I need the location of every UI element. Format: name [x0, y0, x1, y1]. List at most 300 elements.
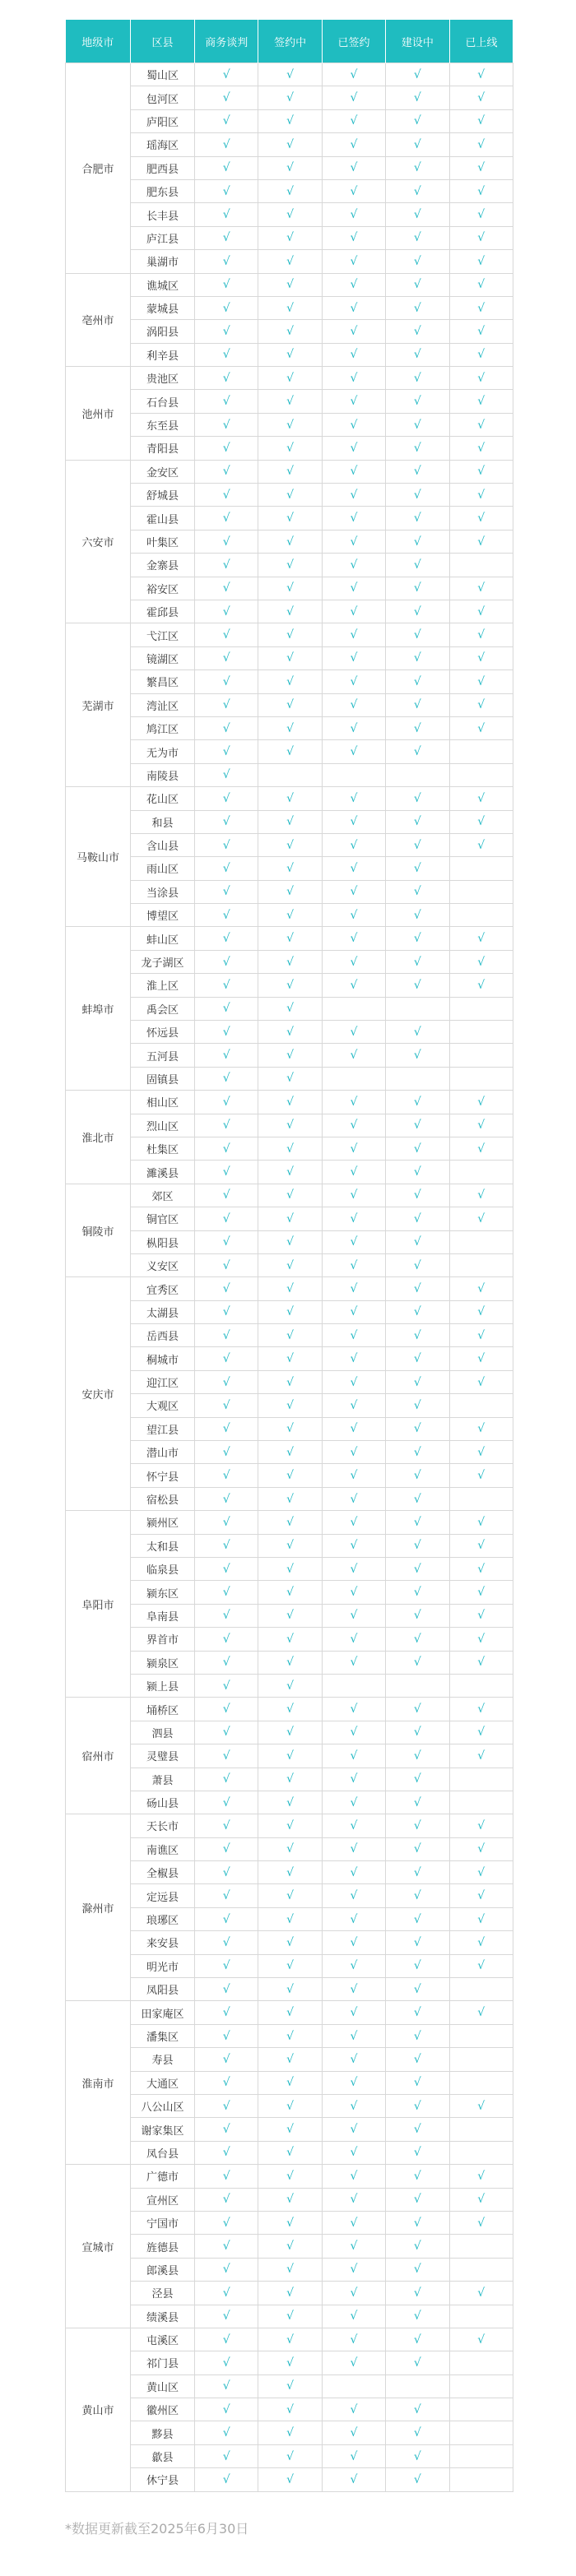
table-row	[66, 437, 513, 460]
district-cell: 颍州区	[131, 1511, 195, 1534]
construction-check-icon: √	[386, 904, 449, 927]
table-row	[66, 2211, 513, 2234]
signed-check-icon: √	[322, 1511, 385, 1534]
signing-check-icon: √	[258, 2211, 322, 2234]
signing-check-icon: √	[258, 974, 322, 997]
table-row	[66, 179, 513, 202]
online-check-icon: √	[449, 1604, 513, 1627]
district-cell: 宜秀区	[131, 1277, 195, 1300]
construction-check-icon: √	[386, 367, 449, 390]
signing-check-icon: √	[258, 2444, 322, 2467]
construction-check-icon: √	[386, 1651, 449, 1674]
signing-check-icon: √	[258, 646, 322, 669]
table-row	[66, 1370, 513, 1393]
table-row	[66, 763, 513, 786]
signed-check-icon: √	[322, 554, 385, 577]
negotiation-check-icon: √	[195, 273, 258, 296]
construction-empty-cell	[386, 1674, 449, 1697]
signed-empty-cell	[322, 763, 385, 786]
signing-check-icon: √	[258, 1861, 322, 1884]
district-cell: 黄山区	[131, 2374, 195, 2398]
negotiation-check-icon: √	[195, 179, 258, 202]
online-check-icon: √	[449, 974, 513, 997]
signed-check-icon: √	[322, 2328, 385, 2351]
signed-check-icon: √	[322, 1907, 385, 1930]
signing-check-icon: √	[258, 1931, 322, 1954]
district-cell: 霍邱县	[131, 600, 195, 623]
signing-check-icon: √	[258, 390, 322, 413]
online-check-icon: √	[449, 390, 513, 413]
signing-check-icon: √	[258, 460, 322, 483]
construction-check-icon: √	[386, 1464, 449, 1487]
signing-check-icon: √	[258, 1324, 322, 1347]
signed-check-icon: √	[322, 1534, 385, 1557]
construction-check-icon: √	[386, 1511, 449, 1534]
negotiation-check-icon: √	[195, 109, 258, 132]
construction-check-icon: √	[386, 296, 449, 319]
progress-table-container	[65, 20, 513, 2492]
table-row	[66, 2001, 513, 2024]
online-check-icon: √	[449, 413, 513, 436]
district-cell: 贵池区	[131, 367, 195, 390]
signing-check-icon: √	[258, 1114, 322, 1137]
table-row	[66, 2444, 513, 2467]
construction-check-icon: √	[386, 1628, 449, 1651]
construction-check-icon: √	[386, 250, 449, 273]
signed-check-icon: √	[322, 320, 385, 343]
district-cell: 砀山县	[131, 1791, 195, 1814]
table-row	[66, 2258, 513, 2281]
signing-check-icon: √	[258, 693, 322, 716]
district-cell: 凤阳县	[131, 1978, 195, 2001]
signed-check-icon: √	[322, 1441, 385, 1464]
district-cell: 望江县	[131, 1417, 195, 1440]
signed-check-icon: √	[322, 1931, 385, 1954]
signing-check-icon: √	[258, 1884, 322, 1907]
online-check-icon: √	[449, 1628, 513, 1651]
signed-check-icon: √	[322, 1604, 385, 1627]
construction-check-icon: √	[386, 226, 449, 249]
construction-check-icon: √	[386, 273, 449, 296]
construction-check-icon: √	[386, 810, 449, 833]
online-check-icon: √	[449, 1814, 513, 1837]
signing-check-icon: √	[258, 1184, 322, 1207]
table-row	[66, 2118, 513, 2141]
construction-check-icon: √	[386, 1581, 449, 1604]
signed-check-icon: √	[322, 950, 385, 973]
construction-check-icon: √	[386, 880, 449, 903]
table-row	[66, 577, 513, 600]
city-cell: 马鞍山市	[66, 787, 131, 927]
construction-check-icon: √	[386, 2235, 449, 2258]
online-check-icon: √	[449, 2328, 513, 2351]
signed-check-icon: √	[322, 86, 385, 109]
construction-empty-cell	[386, 2374, 449, 2398]
district-cell: 瑶海区	[131, 133, 195, 156]
signed-check-icon: √	[322, 63, 385, 86]
online-check-icon: √	[449, 367, 513, 390]
district-cell: 东至县	[131, 413, 195, 436]
online-empty-cell	[449, 1674, 513, 1697]
construction-check-icon: √	[386, 2118, 449, 2141]
negotiation-check-icon: √	[195, 1581, 258, 1604]
signed-check-icon: √	[322, 2165, 385, 2188]
signing-check-icon: √	[258, 2235, 322, 2258]
table-row	[66, 1230, 513, 1253]
construction-check-icon: √	[386, 1721, 449, 1744]
table-row	[66, 1721, 513, 1744]
signed-check-icon: √	[322, 1837, 385, 1860]
negotiation-check-icon: √	[195, 1067, 258, 1090]
construction-check-icon: √	[386, 1604, 449, 1627]
online-empty-cell	[449, 2305, 513, 2328]
district-cell: 祁门县	[131, 2351, 195, 2374]
table-row	[66, 390, 513, 413]
signed-check-icon: √	[322, 1978, 385, 2001]
table-row	[66, 1511, 513, 1534]
table-row	[66, 1581, 513, 1604]
signed-check-icon: √	[322, 577, 385, 600]
negotiation-check-icon: √	[195, 1511, 258, 1534]
online-check-icon: √	[449, 63, 513, 86]
table-row	[66, 2398, 513, 2421]
negotiation-check-icon: √	[195, 2421, 258, 2444]
signing-check-icon: √	[258, 1907, 322, 1930]
online-check-icon: √	[449, 833, 513, 856]
negotiation-check-icon: √	[195, 2094, 258, 2117]
signed-check-icon: √	[322, 1884, 385, 1907]
online-check-icon: √	[449, 600, 513, 623]
district-cell: 阜南县	[131, 1604, 195, 1627]
construction-check-icon: √	[386, 320, 449, 343]
district-cell: 雨山区	[131, 857, 195, 880]
district-cell: 长丰县	[131, 203, 195, 226]
district-cell: 定远县	[131, 1884, 195, 1907]
signing-check-icon: √	[258, 1721, 322, 1744]
negotiation-check-icon: √	[195, 1021, 258, 1044]
signing-check-icon: √	[258, 2001, 322, 2024]
online-check-icon: √	[449, 320, 513, 343]
signed-check-icon: √	[322, 927, 385, 950]
signed-check-icon: √	[322, 2094, 385, 2117]
negotiation-check-icon: √	[195, 86, 258, 109]
signed-check-icon: √	[322, 179, 385, 202]
negotiation-check-icon: √	[195, 1394, 258, 1417]
construction-check-icon: √	[386, 857, 449, 880]
construction-check-icon: √	[386, 1417, 449, 1440]
district-cell: 当涂县	[131, 880, 195, 903]
online-empty-cell	[449, 1978, 513, 2001]
negotiation-check-icon: √	[195, 1253, 258, 1276]
city-cell: 合肥市	[66, 63, 131, 274]
negotiation-check-icon: √	[195, 2282, 258, 2305]
city-cell: 淮南市	[66, 2001, 131, 2165]
signed-check-icon: √	[322, 1417, 385, 1440]
negotiation-check-icon: √	[195, 950, 258, 973]
signing-check-icon: √	[258, 179, 322, 202]
signing-check-icon: √	[258, 2374, 322, 2398]
district-cell: 颍泉区	[131, 1651, 195, 1674]
construction-check-icon: √	[386, 1791, 449, 1814]
signed-check-icon: √	[322, 203, 385, 226]
table-row	[66, 109, 513, 132]
online-check-icon: √	[449, 507, 513, 530]
online-check-icon: √	[449, 1417, 513, 1440]
signing-check-icon: √	[258, 530, 322, 553]
district-cell: 和县	[131, 810, 195, 833]
table-row	[66, 1091, 513, 1114]
header-district: 区县	[131, 20, 195, 63]
negotiation-check-icon: √	[195, 1744, 258, 1768]
signing-check-icon: √	[258, 2258, 322, 2281]
city-cell: 宿州市	[66, 1698, 131, 1814]
negotiation-check-icon: √	[195, 2048, 258, 2071]
online-check-icon: √	[449, 1370, 513, 1393]
signing-check-icon: √	[258, 2118, 322, 2141]
construction-check-icon: √	[386, 1300, 449, 1323]
signing-check-icon: √	[258, 1021, 322, 1044]
signing-check-icon: √	[258, 1464, 322, 1487]
construction-check-icon: √	[386, 670, 449, 693]
online-empty-cell	[449, 1161, 513, 1184]
construction-check-icon: √	[386, 2165, 449, 2188]
online-check-icon: √	[449, 1464, 513, 1487]
signing-check-icon: √	[258, 2141, 322, 2164]
district-cell: 镜湖区	[131, 646, 195, 669]
online-empty-cell	[449, 1487, 513, 1510]
signing-check-icon: √	[258, 1091, 322, 1114]
district-cell: 枞阳县	[131, 1230, 195, 1253]
negotiation-check-icon: √	[195, 927, 258, 950]
signing-check-icon: √	[258, 1394, 322, 1417]
table-row	[66, 133, 513, 156]
district-cell: 谢家集区	[131, 2118, 195, 2141]
table-row	[66, 740, 513, 763]
construction-check-icon: √	[386, 1253, 449, 1276]
online-check-icon: √	[449, 273, 513, 296]
negotiation-check-icon: √	[195, 343, 258, 366]
signed-check-icon: √	[322, 413, 385, 436]
construction-check-icon: √	[386, 460, 449, 483]
negotiation-check-icon: √	[195, 1674, 258, 1697]
online-check-icon: √	[449, 2211, 513, 2234]
district-cell: 绩溪县	[131, 2305, 195, 2328]
online-empty-cell	[449, 2048, 513, 2071]
table-row	[66, 670, 513, 693]
construction-check-icon: √	[386, 86, 449, 109]
signing-check-icon: √	[258, 1698, 322, 1721]
negotiation-check-icon: √	[195, 1837, 258, 1860]
district-cell: 烈山区	[131, 1114, 195, 1137]
district-cell: 旌德县	[131, 2235, 195, 2258]
table-row	[66, 2468, 513, 2491]
district-cell: 萧县	[131, 1768, 195, 1791]
signing-check-icon: √	[258, 273, 322, 296]
district-cell: 固镇县	[131, 1067, 195, 1090]
city-cell: 六安市	[66, 460, 131, 623]
table-row	[66, 1114, 513, 1137]
table-row	[66, 413, 513, 436]
signing-check-icon: √	[258, 670, 322, 693]
signed-check-icon: √	[322, 507, 385, 530]
negotiation-check-icon: √	[195, 1884, 258, 1907]
negotiation-check-icon: √	[195, 133, 258, 156]
signing-check-icon: √	[258, 833, 322, 856]
district-cell: 湾沚区	[131, 693, 195, 716]
construction-check-icon: √	[386, 1347, 449, 1370]
table-row	[66, 2024, 513, 2047]
district-cell: 霍山县	[131, 507, 195, 530]
negotiation-check-icon: √	[195, 1534, 258, 1557]
online-check-icon: √	[449, 1721, 513, 1744]
negotiation-check-icon: √	[195, 740, 258, 763]
table-row	[66, 1604, 513, 1627]
signed-check-icon: √	[322, 1628, 385, 1651]
signed-check-icon: √	[322, 1137, 385, 1160]
negotiation-check-icon: √	[195, 1300, 258, 1323]
district-cell: 岳西县	[131, 1324, 195, 1347]
signed-check-icon: √	[322, 1698, 385, 1721]
construction-check-icon: √	[386, 2444, 449, 2467]
signing-check-icon: √	[258, 2071, 322, 2094]
signing-check-icon: √	[258, 296, 322, 319]
table-row	[66, 1324, 513, 1347]
signed-check-icon: √	[322, 226, 385, 249]
construction-check-icon: √	[386, 437, 449, 460]
table-row	[66, 1300, 513, 1323]
construction-check-icon: √	[386, 2282, 449, 2305]
header-online: 已上线	[449, 20, 513, 63]
online-check-icon: √	[449, 250, 513, 273]
construction-check-icon: √	[386, 1394, 449, 1417]
district-cell: 金寨县	[131, 554, 195, 577]
signed-check-icon: √	[322, 1768, 385, 1791]
district-cell: 颍东区	[131, 1581, 195, 1604]
signing-check-icon: √	[258, 1347, 322, 1370]
signed-check-icon: √	[322, 1581, 385, 1604]
construction-check-icon: √	[386, 1137, 449, 1160]
table-row	[66, 1021, 513, 1044]
construction-check-icon: √	[386, 179, 449, 202]
district-cell: 太和县	[131, 1534, 195, 1557]
construction-check-icon: √	[386, 693, 449, 716]
signed-check-icon: √	[322, 484, 385, 507]
signing-check-icon: √	[258, 1744, 322, 1768]
district-cell: 南谯区	[131, 1837, 195, 1860]
online-check-icon: √	[449, 1884, 513, 1907]
online-empty-cell	[449, 740, 513, 763]
online-empty-cell	[449, 1044, 513, 1067]
signing-check-icon: √	[258, 1558, 322, 1581]
negotiation-check-icon: √	[195, 2351, 258, 2374]
signed-check-icon: √	[322, 2141, 385, 2164]
signed-check-icon: √	[322, 1277, 385, 1300]
online-check-icon: √	[449, 1861, 513, 1884]
table-row	[66, 1161, 513, 1184]
construction-check-icon: √	[386, 1861, 449, 1884]
negotiation-check-icon: √	[195, 646, 258, 669]
table-row	[66, 2421, 513, 2444]
signed-empty-cell	[322, 1674, 385, 1697]
construction-check-icon: √	[386, 623, 449, 646]
table-row	[66, 1441, 513, 1464]
construction-check-icon: √	[386, 2258, 449, 2281]
signed-check-icon: √	[322, 2421, 385, 2444]
online-empty-cell	[449, 857, 513, 880]
table-row	[66, 1651, 513, 1674]
city-cell: 铜陵市	[66, 1184, 131, 1277]
online-empty-cell	[449, 1791, 513, 1814]
district-cell: 埇桥区	[131, 1698, 195, 1721]
construction-check-icon: √	[386, 2305, 449, 2328]
negotiation-check-icon: √	[195, 1487, 258, 1510]
negotiation-check-icon: √	[195, 413, 258, 436]
online-check-icon: √	[449, 646, 513, 669]
online-empty-cell	[449, 2444, 513, 2467]
signing-check-icon: √	[258, 437, 322, 460]
construction-check-icon: √	[386, 1884, 449, 1907]
table-row	[66, 530, 513, 553]
header-city: 地级市	[66, 20, 131, 63]
signed-check-icon: √	[322, 1300, 385, 1323]
negotiation-check-icon: √	[195, 1907, 258, 1930]
negotiation-check-icon: √	[195, 1441, 258, 1464]
table-row	[66, 156, 513, 179]
district-cell: 郊区	[131, 1184, 195, 1207]
district-cell: 鸠江区	[131, 716, 195, 739]
signing-check-icon: √	[258, 2398, 322, 2421]
online-check-icon: √	[449, 343, 513, 366]
negotiation-check-icon: √	[195, 1861, 258, 1884]
header-signing: 签约中	[258, 20, 322, 63]
district-cell: 徽州区	[131, 2398, 195, 2421]
signed-check-icon: √	[322, 390, 385, 413]
district-cell: 禹会区	[131, 997, 195, 1020]
city-cell: 滁州市	[66, 1814, 131, 2001]
construction-check-icon: √	[386, 1370, 449, 1393]
online-empty-cell	[449, 997, 513, 1020]
construction-check-icon: √	[386, 950, 449, 973]
negotiation-check-icon: √	[195, 997, 258, 1020]
signed-check-icon: √	[322, 623, 385, 646]
signing-check-icon: √	[258, 1277, 322, 1300]
negotiation-check-icon: √	[195, 367, 258, 390]
signing-check-icon: √	[258, 1044, 322, 1067]
table-row	[66, 1978, 513, 2001]
signing-check-icon: √	[258, 1628, 322, 1651]
signing-check-icon: √	[258, 2165, 322, 2188]
signed-check-icon: √	[322, 1487, 385, 1510]
table-row	[66, 1558, 513, 1581]
table-row	[66, 600, 513, 623]
negotiation-check-icon: √	[195, 1370, 258, 1393]
signed-check-icon: √	[322, 2282, 385, 2305]
online-check-icon: √	[449, 1744, 513, 1768]
construction-check-icon: √	[386, 787, 449, 810]
construction-check-icon: √	[386, 1558, 449, 1581]
table-row	[66, 810, 513, 833]
table-row	[66, 646, 513, 669]
signed-check-icon: √	[322, 880, 385, 903]
signing-check-icon: √	[258, 1511, 322, 1534]
negotiation-check-icon: √	[195, 484, 258, 507]
signing-check-icon: √	[258, 1207, 322, 1230]
negotiation-check-icon: √	[195, 1277, 258, 1300]
online-check-icon: √	[449, 2165, 513, 2188]
signed-check-icon: √	[322, 1184, 385, 1207]
city-cell: 蚌埠市	[66, 927, 131, 1091]
online-empty-cell	[449, 2421, 513, 2444]
